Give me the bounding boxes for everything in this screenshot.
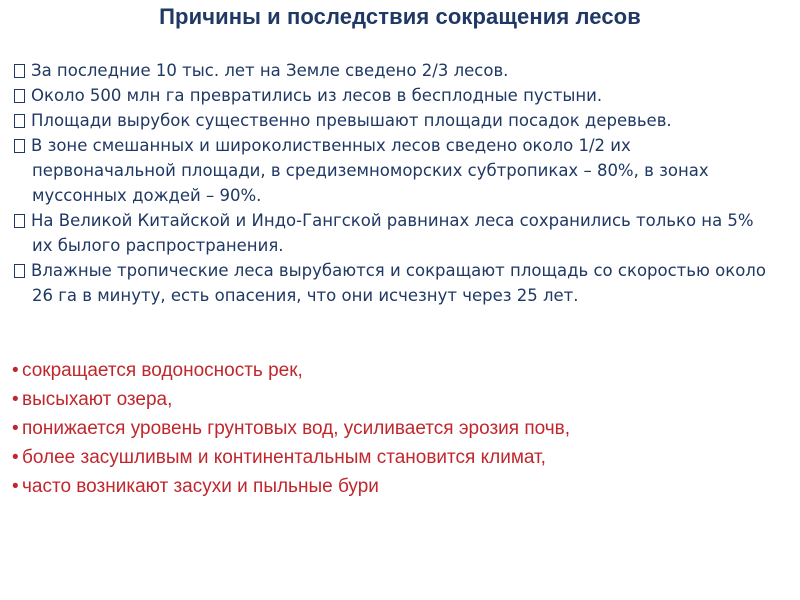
missing-glyph-box-icon — [14, 89, 25, 103]
cause-item — [14, 133, 774, 208]
effect-text: более засушливым и континентальным становится климат, — [22, 447, 546, 468]
effect-text: понижается уровень грунтовых вод, усиливается эрозия почв, — [22, 418, 571, 439]
effect-text: часто возникают засухи и пыльные бури — [22, 476, 379, 497]
causes-list — [14, 58, 774, 308]
effect-text: высыхают озера, — [22, 389, 173, 410]
effect-item — [12, 472, 782, 501]
bullet-icon: • — [12, 360, 19, 381]
cause-item — [14, 108, 774, 133]
effect-item — [12, 385, 782, 414]
cause-item — [14, 58, 774, 83]
missing-glyph-box-icon — [14, 114, 25, 128]
cause-text: Влажные тропические леса вырубаются и сокращают площадь со скоростью около 26 га в минуту, есть опасения, что они исчезнут через 25 лет. — [31, 261, 766, 305]
cause-item — [14, 258, 774, 308]
cause-text: За последние 10 тыс. лет на Земле сведено 2/3 лесов. — [31, 61, 509, 80]
cause-item — [14, 208, 774, 258]
bullet-icon: • — [12, 447, 19, 468]
effect-item — [12, 443, 782, 472]
cause-text: В зоне смешанных и широколиственных лесов сведено около 1/2 их первоначальной площади, в средиземноморских субтропиках – 80%, в зонах муссонных дождей – 90%. — [31, 136, 709, 205]
bullet-icon: • — [12, 418, 19, 439]
missing-glyph-box-icon — [14, 64, 25, 78]
slide-title: Причины и последствия сокращения лесов — [159, 4, 641, 29]
cause-text: На Великой Китайской и Индо-Гангской равнинах леса сохранились только на 5% их былого распространения. — [31, 211, 754, 255]
effects-list — [12, 356, 782, 501]
effect-text: сокращается водоносность рек, — [22, 360, 303, 381]
cause-item — [14, 83, 774, 108]
bullet-icon: • — [12, 389, 19, 410]
effect-item — [12, 414, 782, 443]
missing-glyph-box-icon — [14, 264, 25, 278]
cause-text: Около 500 млн га превратились из лесов в бесплодные пустыни. — [31, 86, 603, 105]
missing-glyph-box-icon — [14, 214, 25, 228]
missing-glyph-box-icon — [14, 139, 25, 153]
cause-text: Площади вырубок существенно превышают площади посадок деревьев. — [31, 111, 672, 130]
effect-item — [12, 356, 782, 385]
bullet-icon: • — [12, 476, 19, 497]
